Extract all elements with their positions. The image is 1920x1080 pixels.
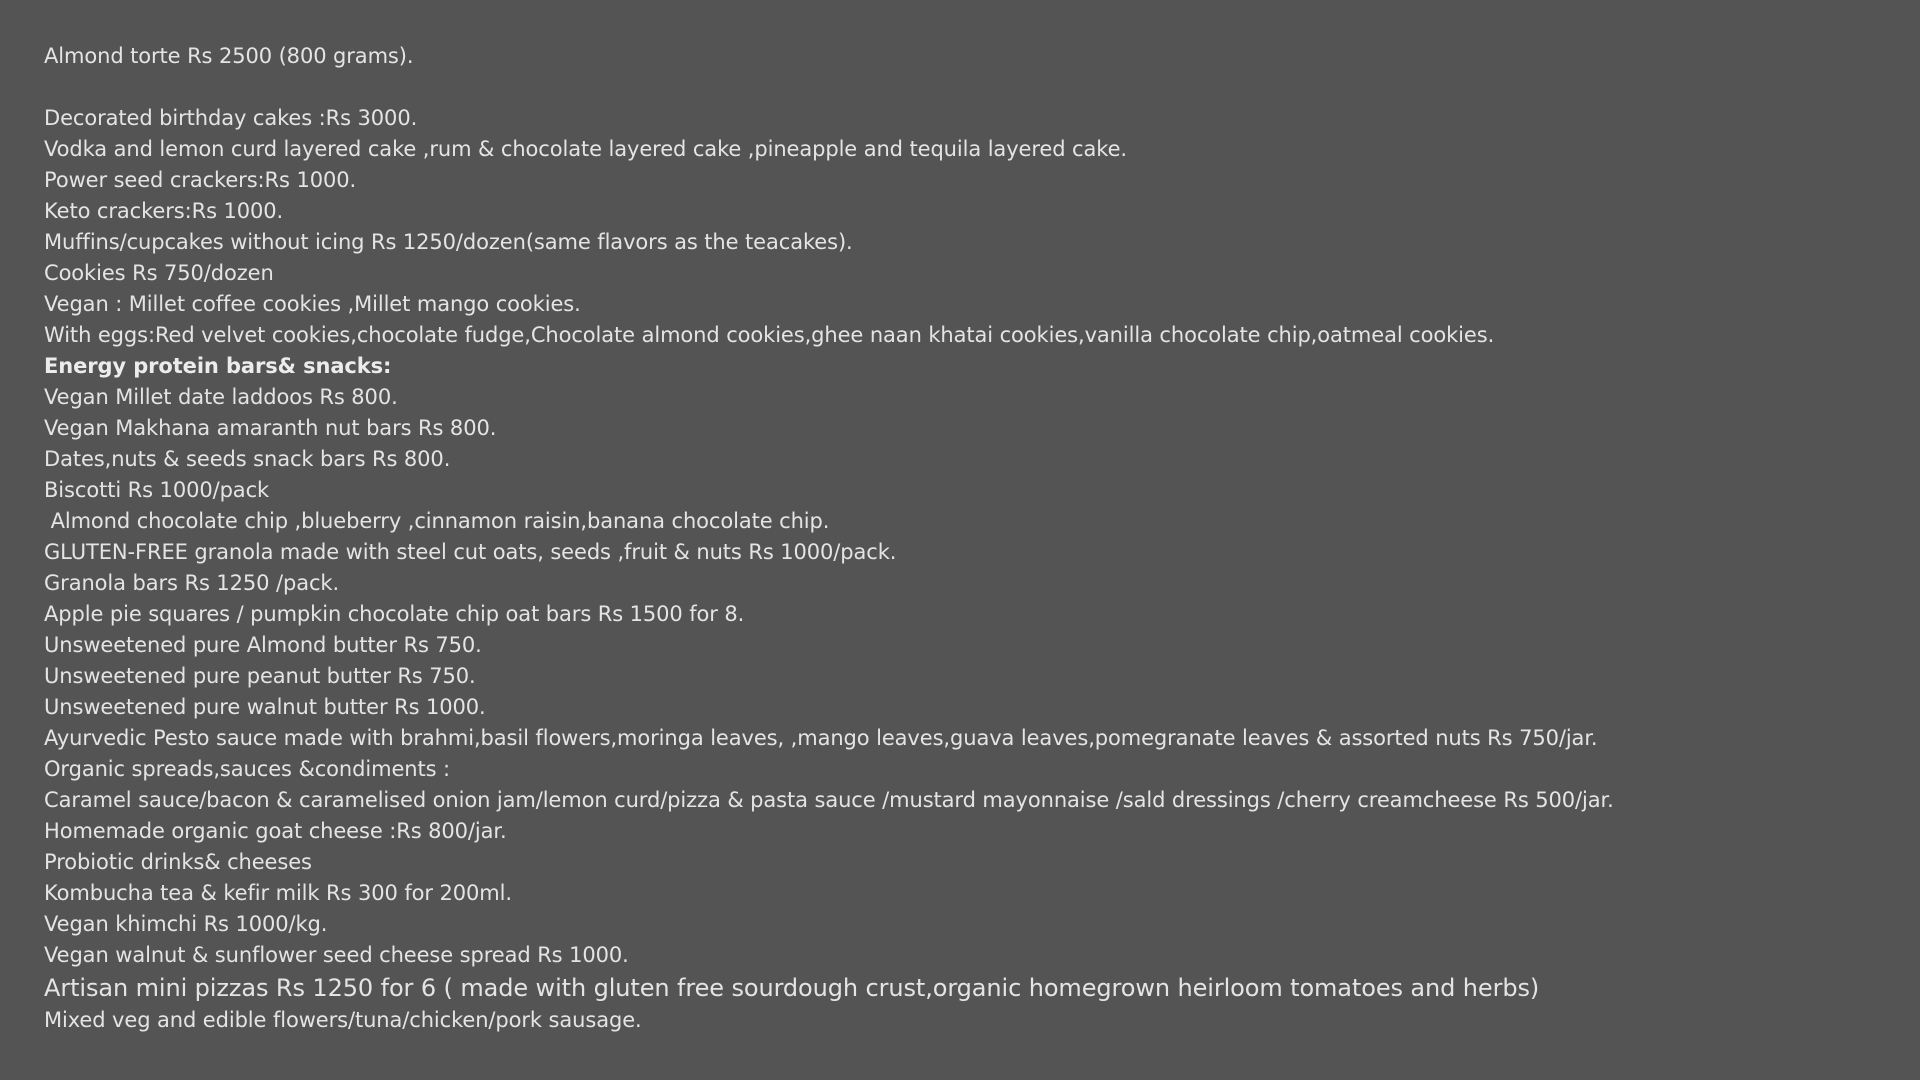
menu-line-sauces: Caramel sauce/bacon & caramelised onion jam/lemon curd/pizza & pasta sauce /mustard mayonnaise /sald dressings /cherry creamcheese Rs 500/jar. bbox=[44, 788, 1614, 812]
menu-line-biscotti-flavors: Almond chocolate chip ,blueberry ,cinnamon raisin,banana chocolate chip. bbox=[44, 509, 830, 533]
menu-line-granola: GLUTEN-FREE granola made with steel cut oats, seeds ,fruit & nuts Rs 1000/pack. bbox=[44, 540, 897, 564]
menu-line-cheese-spread: Vegan walnut & sunflower seed cheese spread Rs 1000. bbox=[44, 943, 629, 967]
menu-line-probiotics-heading: Probiotic drinks& cheeses bbox=[44, 850, 312, 874]
menu-line-millet-laddoos: Vegan Millet date laddoos Rs 800. bbox=[44, 385, 398, 409]
menu-line-pesto: Ayurvedic Pesto sauce made with brahmi,basil flowers,moringa leaves, ,mango leaves,guava leaves,pomegranate leaves & assorted nuts Rs 750/jar. bbox=[44, 726, 1598, 750]
menu-line-vegan-cookies: Vegan : Millet coffee cookies ,Millet mango cookies. bbox=[44, 292, 581, 316]
menu-line-khimchi: Vegan khimchi Rs 1000/kg. bbox=[44, 912, 328, 936]
menu-line-birthday-cakes: Decorated birthday cakes :Rs 3000. bbox=[44, 106, 418, 130]
menu-line-almond-butter: Unsweetened pure Almond butter Rs 750. bbox=[44, 633, 482, 657]
menu-line-peanut-butter: Unsweetened pure peanut butter Rs 750. bbox=[44, 664, 476, 688]
menu-list bbox=[44, 41, 1920, 1036]
menu-line-almond-torte: Almond torte Rs 2500 (800 grams). bbox=[44, 44, 414, 68]
menu-line-kombucha: Kombucha tea & kefir milk Rs 300 for 200ml. bbox=[44, 881, 512, 905]
menu-line-layered-cakes: Vodka and lemon curd layered cake ,rum & chocolate layered cake ,pineapple and tequila layered cake. bbox=[44, 137, 1127, 161]
menu-line-makhana-bars: Vegan Makhana amaranth nut bars Rs 800. bbox=[44, 416, 497, 440]
menu-line-pizza-toppings: Mixed veg and edible flowers/tuna/chicken/pork sausage. bbox=[44, 1008, 642, 1032]
menu-line-mini-pizzas: Artisan mini pizzas Rs 1250 for 6 ( made with gluten free sourdough crust,organic homegrown heirloom tomatoes and herbs) bbox=[44, 974, 1540, 1002]
menu-line-goat-cheese: Homemade organic goat cheese :Rs 800/jar. bbox=[44, 819, 507, 843]
menu-line-walnut-butter: Unsweetened pure walnut butter Rs 1000. bbox=[44, 695, 486, 719]
menu-line-muffins: Muffins/cupcakes without icing Rs 1250/dozen(same flavors as the teacakes). bbox=[44, 230, 853, 254]
menu-line-granola-bars: Granola bars Rs 1250 /pack. bbox=[44, 571, 340, 595]
menu-line-snack-bars: Dates,nuts & seeds snack bars Rs 800. bbox=[44, 447, 451, 471]
menu-line-spreads-heading: Organic spreads,sauces &condiments : bbox=[44, 757, 450, 781]
menu-line-power-seed-crackers: Power seed crackers:Rs 1000. bbox=[44, 168, 357, 192]
menu-line-cookies: Cookies Rs 750/dozen bbox=[44, 261, 274, 285]
blank-line bbox=[44, 72, 1920, 103]
menu-line-pie-squares: Apple pie squares / pumpkin chocolate chip oat bars Rs 1500 for 8. bbox=[44, 602, 745, 626]
section-heading-energy-bars: Energy protein bars& snacks: bbox=[44, 354, 392, 378]
menu-line-biscotti: Biscotti Rs 1000/pack bbox=[44, 478, 270, 502]
menu-line-egg-cookies: With eggs:Red velvet cookies,chocolate fudge,Chocolate almond cookies,ghee naan khatai cookies,vanilla chocolate chip,oatmeal cookies. bbox=[44, 323, 1495, 347]
menu-line-keto-crackers: Keto crackers:Rs 1000. bbox=[44, 199, 284, 223]
